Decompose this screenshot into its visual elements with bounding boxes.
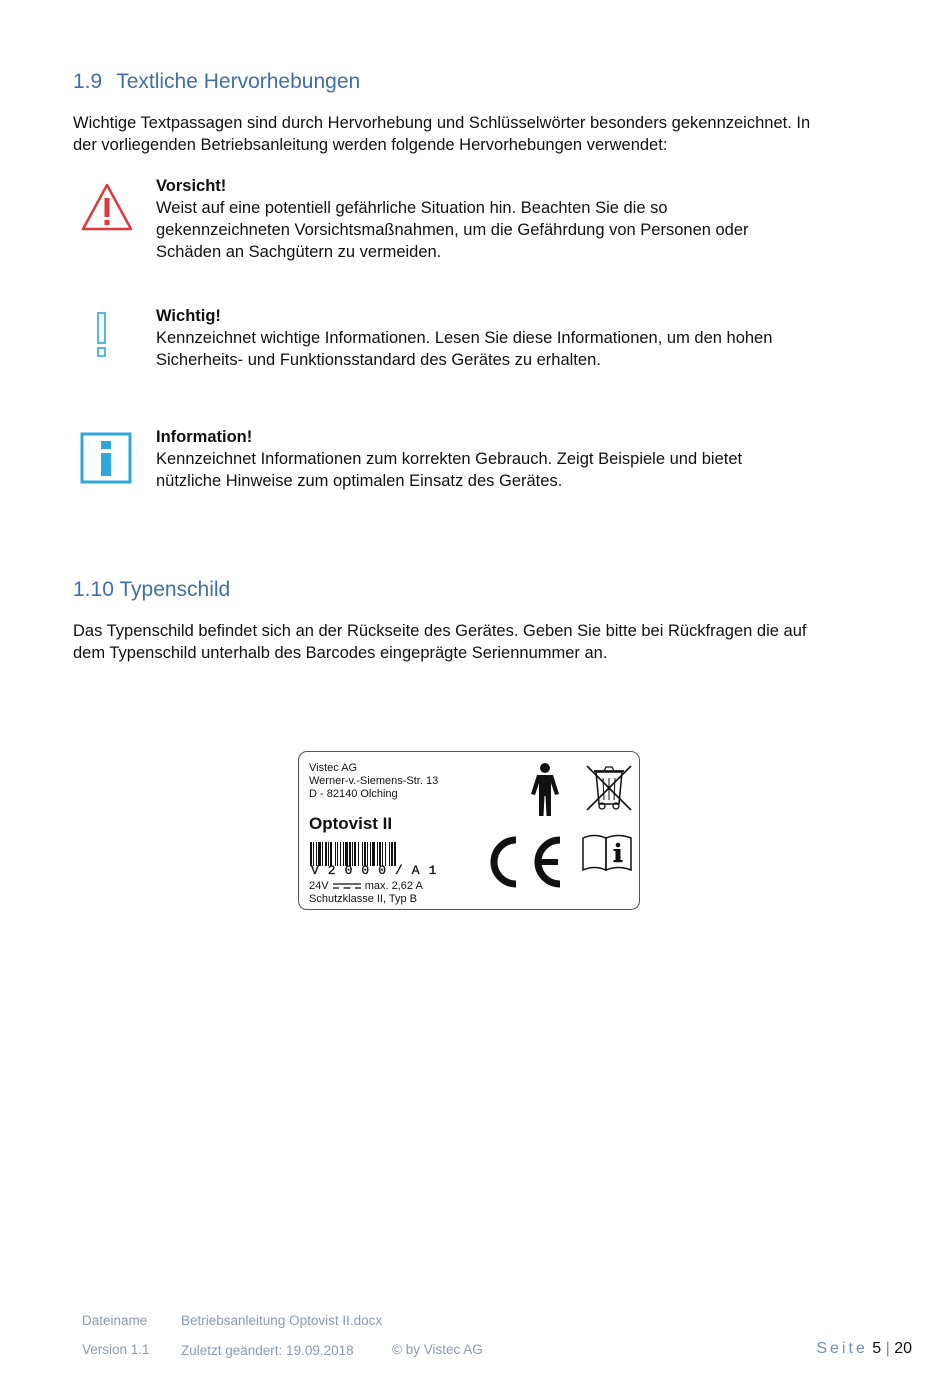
note-line: Kennzeichnet wichtige Informationen. Lesen Sie diese Informationen, um den hohen [156, 329, 773, 347]
note-wichtig [156, 305, 876, 371]
page-number [816, 1340, 912, 1358]
info-icon [80, 432, 132, 484]
dc-symbol-icon [332, 881, 362, 891]
footer-version: Version 1.1 [82, 1342, 150, 1357]
type-b-person-icon [527, 762, 563, 823]
note-vorsicht [156, 175, 876, 263]
intro-line: Wichtige Textpassagen sind durch Hervorhebung und Schlüsselwörter besonders gekennzeichnet. In [73, 114, 811, 132]
note-line: gekennzeichneten Vorsichtsmaßnahmen, um die Gefährdung von Personen oder [156, 221, 749, 239]
page-current: 5 [872, 1340, 882, 1357]
nameplate-city: D - 82140 Olching [309, 788, 398, 800]
nameplate-company: Vistec AG [309, 762, 358, 774]
note-line: Schäden an Sachgütern zu vermeiden. [156, 243, 442, 261]
intro-paragraph [73, 112, 873, 156]
footer-changed: Zuletzt geändert: 19.09.2018 [181, 1343, 354, 1358]
note-title: Information! [156, 428, 253, 446]
warning-triangle-icon [81, 182, 133, 232]
paragraph-line: Das Typenschild befindet sich an der Rückseite des Gerätes. Geben Sie bitte bei Rückfragen die auf [73, 622, 807, 640]
note-information [156, 426, 876, 492]
nameplate [298, 751, 640, 910]
note-line: Sicherheits- und Funktionsstandard des Gerätes zu erhalten. [156, 351, 601, 369]
paragraph-line: dem Typenschild unterhalb des Barcodes eingeprägte Seriennummer an. [73, 644, 608, 662]
note-line: Weist auf eine potentiell gefährliche Situation hin. Beachten Sie die so [156, 199, 668, 217]
nameplate-power [309, 880, 423, 893]
footer-filename: Betriebsanleitung Optovist II.docx [181, 1313, 383, 1328]
section-number: 1.10 [73, 578, 114, 601]
note-title: Vorsicht! [156, 177, 227, 195]
section-number: 1.9 [73, 70, 103, 93]
nameplate-serial: V2000/A1 [311, 863, 446, 878]
nameplate-current: max. 2,62 A [364, 880, 423, 892]
footer-filename-label: Dateiname [82, 1313, 148, 1328]
typenschild-paragraph [73, 620, 893, 664]
section-heading-1-9 [73, 70, 360, 94]
note-line: nützliche Hinweise zum optimalen Einsatz des Gerätes. [156, 472, 563, 490]
nameplate-product: Optovist II [309, 814, 393, 833]
ce-mark-icon [486, 834, 566, 895]
page-separator: | [885, 1340, 890, 1357]
note-title: Wichtig! [156, 307, 221, 325]
nameplate-address [309, 762, 438, 801]
nameplate-street: Werner-v.-Siemens-Str. 13 [309, 775, 439, 787]
section-title: Textliche Hervorhebungen [116, 70, 361, 93]
weee-bin-icon [585, 764, 633, 819]
note-line: Kennzeichnet Informationen zum korrekten Gebrauch. Zeigt Beispiele und bietet [156, 450, 743, 468]
section-title: Typenschild [119, 578, 231, 601]
page-seite-label: Seite [816, 1340, 868, 1357]
nameplate-voltage: 24V [309, 880, 329, 892]
section-heading-1-10 [73, 578, 230, 602]
intro-line: der vorliegenden Betriebsanleitung werden folgende Hervorhebungen verwendet: [73, 136, 668, 154]
manual-booklet-icon [580, 832, 634, 877]
nameplate-class: Schutzklasse II, Typ B [309, 893, 418, 905]
page-total: 20 [894, 1340, 912, 1357]
footer-copyright: © by Vistec AG [392, 1342, 483, 1357]
exclamation-icon [95, 311, 109, 359]
